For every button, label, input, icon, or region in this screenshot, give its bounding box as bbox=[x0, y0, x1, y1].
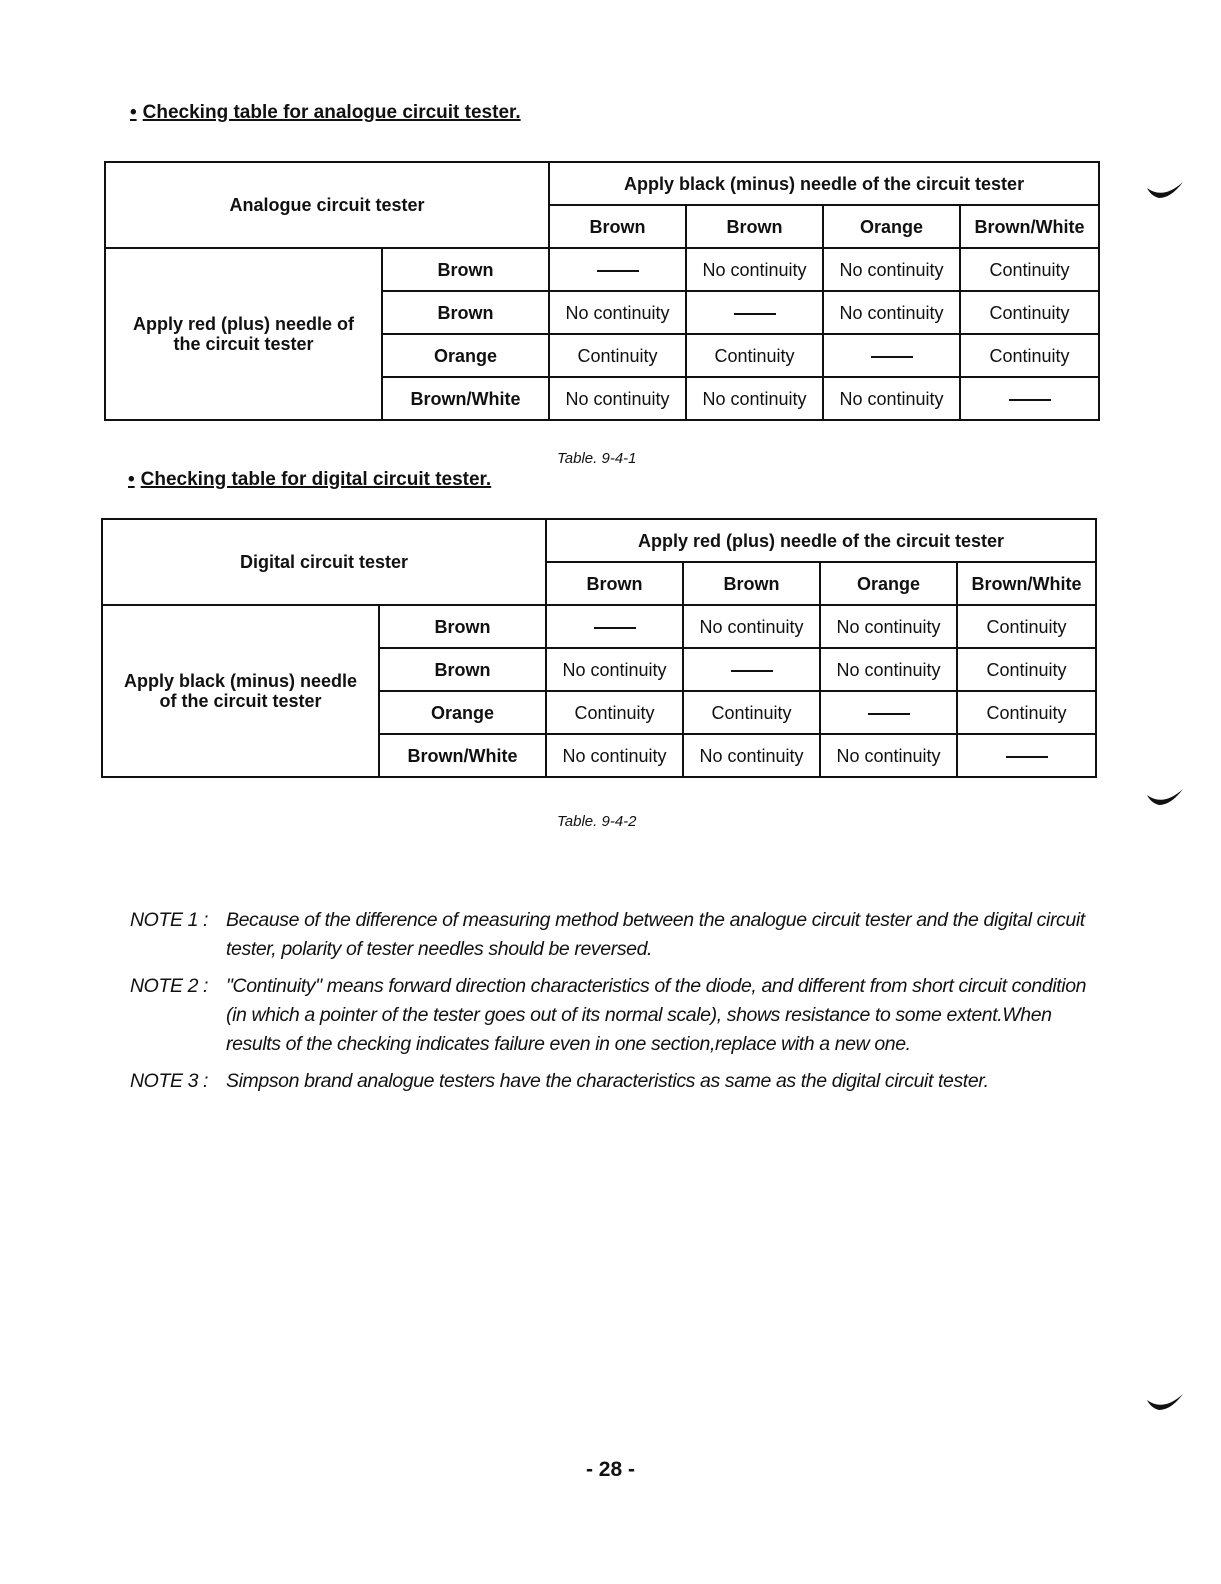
table-cell: No continuity bbox=[823, 377, 960, 420]
table-cell: Continuity bbox=[960, 334, 1099, 377]
table-cell: No continuity bbox=[686, 248, 823, 291]
row-label: Brown bbox=[382, 291, 549, 334]
corner-label: Analogue circuit tester bbox=[105, 162, 549, 248]
table-cell bbox=[957, 734, 1096, 777]
note-item bbox=[130, 906, 1110, 964]
page-number: - 28 - bbox=[585, 1458, 635, 1481]
col-header: Brown bbox=[549, 205, 686, 248]
table-cell: No continuity bbox=[823, 248, 960, 291]
margin-tick-icon bbox=[1145, 178, 1185, 202]
bullet-icon: • bbox=[130, 102, 137, 123]
note-text: Simpson brand analogue testers have the characteristics as same as the digital circuit tester. bbox=[226, 1070, 989, 1092]
table-cell: No continuity bbox=[549, 291, 686, 334]
table1-caption: Table. 9-4-1 bbox=[557, 450, 637, 467]
table-cell: Continuity bbox=[686, 334, 823, 377]
table-cell: No continuity bbox=[820, 648, 957, 691]
table-cell: Continuity bbox=[957, 691, 1096, 734]
row-label: Brown bbox=[379, 605, 546, 648]
table-cell: Continuity bbox=[960, 248, 1099, 291]
table-cell: No continuity bbox=[823, 291, 960, 334]
table-cell: No continuity bbox=[549, 377, 686, 420]
table-cell bbox=[549, 248, 686, 291]
table-cell: Continuity bbox=[549, 334, 686, 377]
margin-tick-icon bbox=[1145, 1390, 1185, 1414]
dash-mark bbox=[868, 713, 910, 715]
dash-mark bbox=[597, 270, 639, 272]
table1-heading: • Checking table for analogue circuit tester. bbox=[130, 102, 521, 123]
row-group-label: Apply black (minus) needle of the circuit tester bbox=[102, 605, 379, 777]
analogue-checking-table bbox=[104, 161, 1100, 421]
row-label: Brown/White bbox=[379, 734, 546, 777]
bullet-icon: • bbox=[128, 469, 135, 490]
row-label: Brown/White bbox=[382, 377, 549, 420]
col-header: Brown bbox=[683, 562, 820, 605]
col-header: Brown/White bbox=[960, 205, 1099, 248]
col-header: Brown bbox=[686, 205, 823, 248]
table-cell bbox=[823, 334, 960, 377]
dash-mark bbox=[734, 313, 776, 315]
row-label: Brown bbox=[379, 648, 546, 691]
dash-mark bbox=[731, 670, 773, 672]
top-header: Apply red (plus) needle of the circuit tester bbox=[546, 519, 1096, 562]
table-cell: Continuity bbox=[683, 691, 820, 734]
note-label: NOTE 1 : bbox=[130, 909, 209, 931]
table2-heading: • Checking table for digital circuit tester. bbox=[128, 469, 492, 490]
dash-mark bbox=[871, 356, 913, 358]
row-group-label: Apply red (plus) needle of the circuit tester bbox=[105, 248, 382, 420]
note-item bbox=[130, 972, 1110, 1059]
table-cell: No continuity bbox=[683, 734, 820, 777]
table-cell: No continuity bbox=[686, 377, 823, 420]
table-cell bbox=[686, 291, 823, 334]
table-cell: Continuity bbox=[546, 691, 683, 734]
notes-section bbox=[130, 906, 1110, 1104]
col-header: Orange bbox=[823, 205, 960, 248]
table-cell bbox=[546, 605, 683, 648]
note-text: Because of the difference of measuring method between the analogue circuit tester and the digital circuit tester, polarity of tester needles should be reversed. bbox=[226, 909, 1085, 960]
note-item bbox=[130, 1067, 1110, 1096]
table-cell: Continuity bbox=[957, 605, 1096, 648]
dash-mark bbox=[594, 627, 636, 629]
table-cell: No continuity bbox=[820, 734, 957, 777]
table-cell: No continuity bbox=[683, 605, 820, 648]
col-header: Brown/White bbox=[957, 562, 1096, 605]
margin-tick-icon bbox=[1145, 785, 1185, 809]
top-header: Apply black (minus) needle of the circuit tester bbox=[549, 162, 1099, 205]
table-cell: Continuity bbox=[960, 291, 1099, 334]
dash-mark bbox=[1006, 756, 1048, 758]
table-cell: No continuity bbox=[546, 648, 683, 691]
table-cell bbox=[960, 377, 1099, 420]
table2-caption: Table. 9-4-2 bbox=[557, 813, 637, 830]
table-cell: No continuity bbox=[820, 605, 957, 648]
row-label: Orange bbox=[382, 334, 549, 377]
note-label: NOTE 2 : bbox=[130, 975, 209, 997]
col-header: Orange bbox=[820, 562, 957, 605]
table-cell: Continuity bbox=[957, 648, 1096, 691]
table-cell: No continuity bbox=[546, 734, 683, 777]
corner-label: Digital circuit tester bbox=[102, 519, 546, 605]
table-cell bbox=[683, 648, 820, 691]
col-header: Brown bbox=[546, 562, 683, 605]
dash-mark bbox=[1009, 399, 1051, 401]
note-text: "Continuity" means forward direction characteristics of the diode, and different from short circuit condition (in which a pointer of the tester goes out of its normal scale), shows resistance to some extent.When results of the checking indicates failure even in one section,replace with a new one. bbox=[226, 975, 1087, 1055]
row-label: Orange bbox=[379, 691, 546, 734]
digital-checking-table bbox=[101, 518, 1097, 778]
row-label: Brown bbox=[382, 248, 549, 291]
table-cell bbox=[820, 691, 957, 734]
note-label: NOTE 3 : bbox=[130, 1070, 209, 1092]
